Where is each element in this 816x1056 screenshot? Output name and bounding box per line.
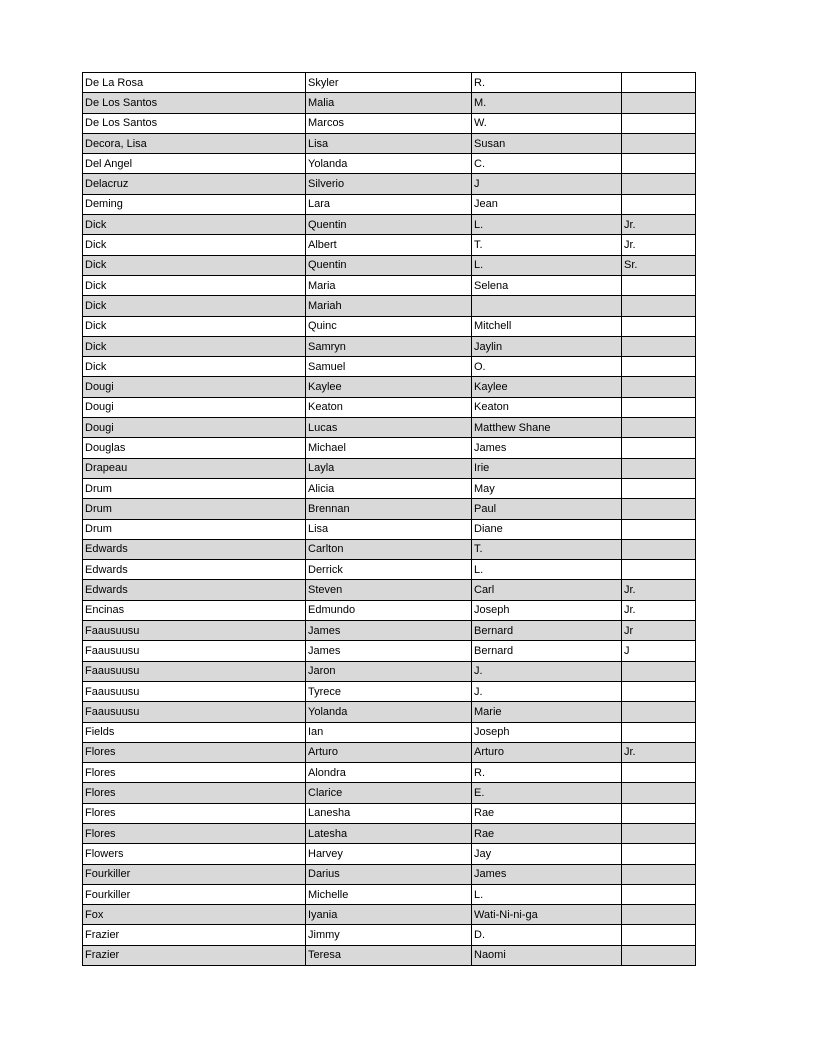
table-row bbox=[83, 174, 696, 194]
table-row bbox=[83, 580, 696, 600]
first-name-cell: Iyania bbox=[306, 905, 472, 925]
first-name-cell: Michelle bbox=[306, 884, 472, 904]
middle-name-cell: Susan bbox=[472, 133, 622, 153]
table-row bbox=[83, 478, 696, 498]
suffix-cell bbox=[622, 478, 696, 498]
middle-name-cell: L. bbox=[472, 215, 622, 235]
last-name-cell: Fields bbox=[83, 722, 306, 742]
first-name-cell: Alondra bbox=[306, 763, 472, 783]
middle-name-cell: Marie bbox=[472, 702, 622, 722]
first-name-cell: Edmundo bbox=[306, 600, 472, 620]
last-name-cell: Flowers bbox=[83, 844, 306, 864]
middle-name-cell: L. bbox=[472, 884, 622, 904]
middle-name-cell: C. bbox=[472, 154, 622, 174]
middle-name-cell: T. bbox=[472, 235, 622, 255]
first-name-cell: Samuel bbox=[306, 357, 472, 377]
suffix-cell bbox=[622, 539, 696, 559]
middle-name-cell: Rae bbox=[472, 823, 622, 843]
suffix-cell bbox=[622, 377, 696, 397]
last-name-cell: Del Angel bbox=[83, 154, 306, 174]
first-name-cell: Quentin bbox=[306, 255, 472, 275]
table-row bbox=[83, 93, 696, 113]
last-name-cell: Flores bbox=[83, 823, 306, 843]
last-name-cell: Dick bbox=[83, 336, 306, 356]
middle-name-cell: Carl bbox=[472, 580, 622, 600]
last-name-cell: De Los Santos bbox=[83, 113, 306, 133]
last-name-cell: Dougi bbox=[83, 418, 306, 438]
suffix-cell bbox=[622, 519, 696, 539]
suffix-cell: Jr. bbox=[622, 235, 696, 255]
first-name-cell: Teresa bbox=[306, 945, 472, 965]
last-name-cell: Dougi bbox=[83, 377, 306, 397]
middle-name-cell: Keaton bbox=[472, 397, 622, 417]
middle-name-cell: Mitchell bbox=[472, 316, 622, 336]
first-name-cell: Lanesha bbox=[306, 803, 472, 823]
suffix-cell bbox=[622, 336, 696, 356]
last-name-cell: Edwards bbox=[83, 580, 306, 600]
last-name-cell: Flores bbox=[83, 783, 306, 803]
middle-name-cell: J bbox=[472, 174, 622, 194]
last-name-cell: Edwards bbox=[83, 539, 306, 559]
table-row bbox=[83, 742, 696, 762]
table-row bbox=[83, 539, 696, 559]
suffix-cell: Jr. bbox=[622, 580, 696, 600]
last-name-cell: Dougi bbox=[83, 397, 306, 417]
middle-name-cell: James bbox=[472, 438, 622, 458]
last-name-cell: Faausuusu bbox=[83, 621, 306, 641]
suffix-cell bbox=[622, 133, 696, 153]
middle-name-cell: D. bbox=[472, 925, 622, 945]
table-row bbox=[83, 844, 696, 864]
table-row bbox=[83, 235, 696, 255]
suffix-cell bbox=[622, 73, 696, 93]
table-row bbox=[83, 377, 696, 397]
last-name-cell: Drum bbox=[83, 499, 306, 519]
table-row bbox=[83, 722, 696, 742]
suffix-cell: Jr. bbox=[622, 600, 696, 620]
first-name-cell: Lisa bbox=[306, 519, 472, 539]
roster-body bbox=[83, 73, 696, 966]
first-name-cell: Lucas bbox=[306, 418, 472, 438]
middle-name-cell: O. bbox=[472, 357, 622, 377]
suffix-cell bbox=[622, 296, 696, 316]
last-name-cell: Dick bbox=[83, 316, 306, 336]
suffix-cell bbox=[622, 499, 696, 519]
table-row bbox=[83, 823, 696, 843]
table-row bbox=[83, 945, 696, 965]
middle-name-cell bbox=[472, 296, 622, 316]
last-name-cell: De La Rosa bbox=[83, 73, 306, 93]
suffix-cell bbox=[622, 113, 696, 133]
middle-name-cell: James bbox=[472, 864, 622, 884]
middle-name-cell: Jay bbox=[472, 844, 622, 864]
suffix-cell: Jr bbox=[622, 621, 696, 641]
last-name-cell: Faausuusu bbox=[83, 641, 306, 661]
middle-name-cell: Diane bbox=[472, 519, 622, 539]
first-name-cell: Quentin bbox=[306, 215, 472, 235]
last-name-cell: Dick bbox=[83, 255, 306, 275]
table-row bbox=[83, 113, 696, 133]
suffix-cell bbox=[622, 844, 696, 864]
first-name-cell: Latesha bbox=[306, 823, 472, 843]
table-row bbox=[83, 418, 696, 438]
roster-table bbox=[82, 72, 696, 966]
suffix-cell bbox=[622, 702, 696, 722]
suffix-cell bbox=[622, 275, 696, 295]
last-name-cell: De Los Santos bbox=[83, 93, 306, 113]
suffix-cell bbox=[622, 823, 696, 843]
last-name-cell: Drum bbox=[83, 478, 306, 498]
table-row bbox=[83, 641, 696, 661]
first-name-cell: Skyler bbox=[306, 73, 472, 93]
first-name-cell: Quinc bbox=[306, 316, 472, 336]
first-name-cell: Arturo bbox=[306, 742, 472, 762]
first-name-cell: James bbox=[306, 641, 472, 661]
middle-name-cell: W. bbox=[472, 113, 622, 133]
suffix-cell bbox=[622, 864, 696, 884]
suffix-cell bbox=[622, 397, 696, 417]
last-name-cell: Fourkiller bbox=[83, 864, 306, 884]
last-name-cell: Deming bbox=[83, 194, 306, 214]
last-name-cell: Fourkiller bbox=[83, 884, 306, 904]
middle-name-cell: Paul bbox=[472, 499, 622, 519]
table-row bbox=[83, 133, 696, 153]
first-name-cell: Ian bbox=[306, 722, 472, 742]
last-name-cell: Edwards bbox=[83, 560, 306, 580]
suffix-cell: Sr. bbox=[622, 255, 696, 275]
middle-name-cell: Jean bbox=[472, 194, 622, 214]
first-name-cell: Silverio bbox=[306, 174, 472, 194]
last-name-cell: Dick bbox=[83, 296, 306, 316]
first-name-cell: Marcos bbox=[306, 113, 472, 133]
middle-name-cell: Jaylin bbox=[472, 336, 622, 356]
first-name-cell: Maria bbox=[306, 275, 472, 295]
first-name-cell: Jimmy bbox=[306, 925, 472, 945]
table-row bbox=[83, 884, 696, 904]
last-name-cell: Dick bbox=[83, 275, 306, 295]
suffix-cell bbox=[622, 194, 696, 214]
table-row bbox=[83, 621, 696, 641]
middle-name-cell: Matthew Shane bbox=[472, 418, 622, 438]
suffix-cell bbox=[622, 154, 696, 174]
table-row bbox=[83, 255, 696, 275]
table-row bbox=[83, 316, 696, 336]
suffix-cell bbox=[622, 803, 696, 823]
suffix-cell bbox=[622, 783, 696, 803]
table-row bbox=[83, 925, 696, 945]
table-row bbox=[83, 661, 696, 681]
table-row bbox=[83, 194, 696, 214]
middle-name-cell: Rae bbox=[472, 803, 622, 823]
first-name-cell: Yolanda bbox=[306, 702, 472, 722]
table-row bbox=[83, 458, 696, 478]
suffix-cell bbox=[622, 93, 696, 113]
table-row bbox=[83, 357, 696, 377]
table-row bbox=[83, 154, 696, 174]
suffix-cell bbox=[622, 661, 696, 681]
last-name-cell: Flores bbox=[83, 742, 306, 762]
first-name-cell: Darius bbox=[306, 864, 472, 884]
last-name-cell: Encinas bbox=[83, 600, 306, 620]
first-name-cell: Layla bbox=[306, 458, 472, 478]
table-row bbox=[83, 296, 696, 316]
last-name-cell: Frazier bbox=[83, 925, 306, 945]
first-name-cell: Jaron bbox=[306, 661, 472, 681]
first-name-cell: Alicia bbox=[306, 478, 472, 498]
table-row bbox=[83, 763, 696, 783]
suffix-cell: J bbox=[622, 641, 696, 661]
last-name-cell: Flores bbox=[83, 763, 306, 783]
middle-name-cell: J. bbox=[472, 661, 622, 681]
last-name-cell: Faausuusu bbox=[83, 681, 306, 701]
last-name-cell: Dick bbox=[83, 215, 306, 235]
first-name-cell: Michael bbox=[306, 438, 472, 458]
table-row bbox=[83, 336, 696, 356]
table-row bbox=[83, 397, 696, 417]
last-name-cell: Drum bbox=[83, 519, 306, 539]
table-row bbox=[83, 600, 696, 620]
table-row bbox=[83, 560, 696, 580]
first-name-cell: Malia bbox=[306, 93, 472, 113]
last-name-cell: Dick bbox=[83, 357, 306, 377]
first-name-cell: Samryn bbox=[306, 336, 472, 356]
first-name-cell: Lara bbox=[306, 194, 472, 214]
table-row bbox=[83, 783, 696, 803]
middle-name-cell: Irie bbox=[472, 458, 622, 478]
first-name-cell: Steven bbox=[306, 580, 472, 600]
last-name-cell: Frazier bbox=[83, 945, 306, 965]
first-name-cell: Albert bbox=[306, 235, 472, 255]
table-row bbox=[83, 73, 696, 93]
table-row bbox=[83, 864, 696, 884]
middle-name-cell: L. bbox=[472, 255, 622, 275]
first-name-cell: Clarice bbox=[306, 783, 472, 803]
table-row bbox=[83, 519, 696, 539]
table-row bbox=[83, 215, 696, 235]
middle-name-cell: R. bbox=[472, 763, 622, 783]
middle-name-cell: Naomi bbox=[472, 945, 622, 965]
middle-name-cell: Selena bbox=[472, 275, 622, 295]
first-name-cell: James bbox=[306, 621, 472, 641]
first-name-cell: Tyrece bbox=[306, 681, 472, 701]
suffix-cell: Jr. bbox=[622, 742, 696, 762]
first-name-cell: Derrick bbox=[306, 560, 472, 580]
suffix-cell bbox=[622, 763, 696, 783]
middle-name-cell: Kaylee bbox=[472, 377, 622, 397]
suffix-cell bbox=[622, 316, 696, 336]
last-name-cell: Flores bbox=[83, 803, 306, 823]
middle-name-cell: T. bbox=[472, 539, 622, 559]
first-name-cell: Kaylee bbox=[306, 377, 472, 397]
first-name-cell: Keaton bbox=[306, 397, 472, 417]
middle-name-cell: L. bbox=[472, 560, 622, 580]
last-name-cell: Delacruz bbox=[83, 174, 306, 194]
first-name-cell: Harvey bbox=[306, 844, 472, 864]
middle-name-cell: M. bbox=[472, 93, 622, 113]
middle-name-cell: Bernard bbox=[472, 621, 622, 641]
middle-name-cell: E. bbox=[472, 783, 622, 803]
middle-name-cell: R. bbox=[472, 73, 622, 93]
suffix-cell bbox=[622, 884, 696, 904]
table-row bbox=[83, 702, 696, 722]
middle-name-cell: J. bbox=[472, 681, 622, 701]
first-name-cell: Lisa bbox=[306, 133, 472, 153]
middle-name-cell: Bernard bbox=[472, 641, 622, 661]
suffix-cell bbox=[622, 174, 696, 194]
suffix-cell bbox=[622, 357, 696, 377]
first-name-cell: Brennan bbox=[306, 499, 472, 519]
last-name-cell: Faausuusu bbox=[83, 702, 306, 722]
first-name-cell: Yolanda bbox=[306, 154, 472, 174]
last-name-cell: Douglas bbox=[83, 438, 306, 458]
middle-name-cell: Joseph bbox=[472, 600, 622, 620]
first-name-cell: Mariah bbox=[306, 296, 472, 316]
suffix-cell bbox=[622, 560, 696, 580]
suffix-cell bbox=[622, 438, 696, 458]
table-row bbox=[83, 275, 696, 295]
table-row bbox=[83, 499, 696, 519]
suffix-cell bbox=[622, 722, 696, 742]
suffix-cell bbox=[622, 945, 696, 965]
table-row bbox=[83, 905, 696, 925]
middle-name-cell: Wati-Ni-ni-ga bbox=[472, 905, 622, 925]
suffix-cell: Jr. bbox=[622, 215, 696, 235]
last-name-cell: Drapeau bbox=[83, 458, 306, 478]
last-name-cell: Dick bbox=[83, 235, 306, 255]
middle-name-cell: Joseph bbox=[472, 722, 622, 742]
table-row bbox=[83, 681, 696, 701]
suffix-cell bbox=[622, 925, 696, 945]
first-name-cell: Carlton bbox=[306, 539, 472, 559]
last-name-cell: Decora, Lisa bbox=[83, 133, 306, 153]
table-row bbox=[83, 438, 696, 458]
suffix-cell bbox=[622, 681, 696, 701]
suffix-cell bbox=[622, 418, 696, 438]
last-name-cell: Faausuusu bbox=[83, 661, 306, 681]
last-name-cell: Fox bbox=[83, 905, 306, 925]
table-row bbox=[83, 803, 696, 823]
middle-name-cell: Arturo bbox=[472, 742, 622, 762]
middle-name-cell: May bbox=[472, 478, 622, 498]
suffix-cell bbox=[622, 458, 696, 478]
suffix-cell bbox=[622, 905, 696, 925]
